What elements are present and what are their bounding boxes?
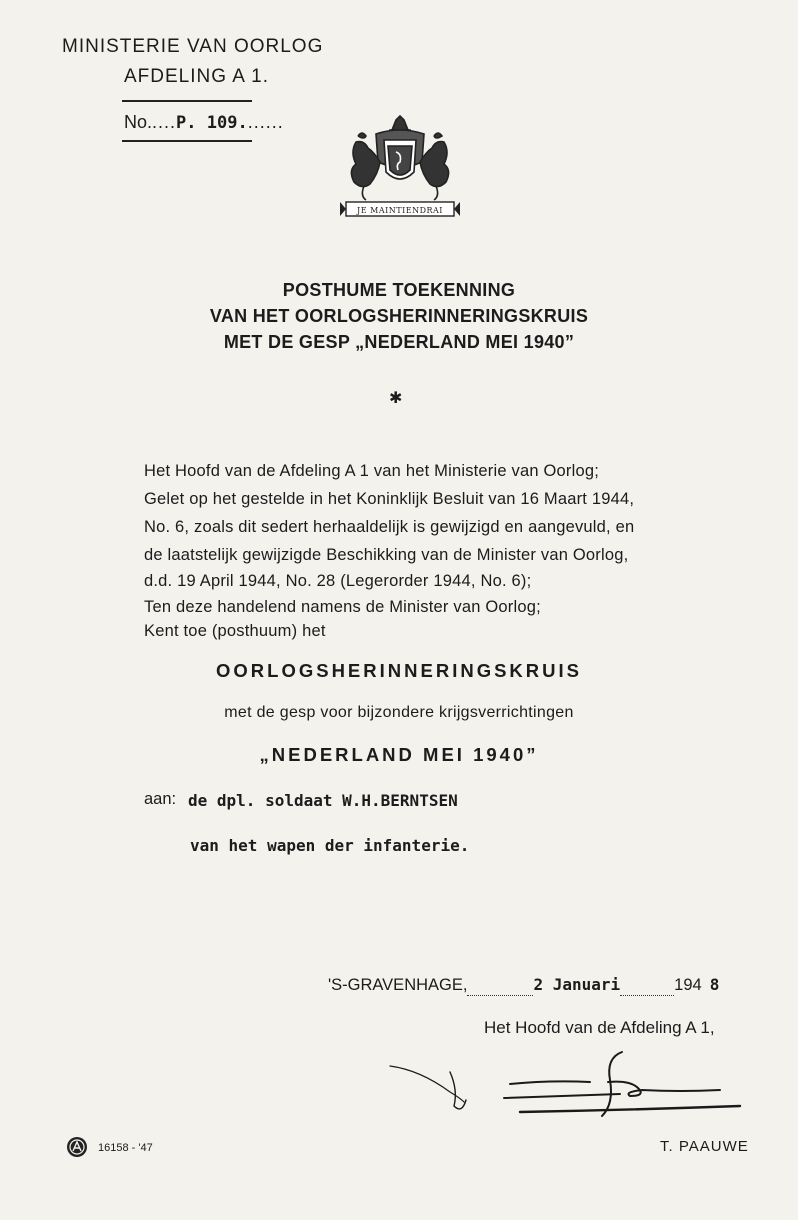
award-clasp-text: met de gesp voor bijzondere krijgsverrichtingen	[224, 704, 574, 721]
date-day-month: 2 Januari	[533, 975, 621, 994]
department-name: AFDELING A 1.	[124, 66, 269, 87]
header-rule-bottom	[122, 140, 252, 142]
handwritten-signature	[380, 1040, 750, 1130]
year-suffix: 8	[709, 975, 720, 994]
document-number: No.....P. 109.......	[124, 112, 284, 133]
award-name: OORLOGSHERINNERINGSKRUIS	[216, 660, 582, 681]
recipient-unit: van het wapen der infanterie.	[190, 836, 470, 855]
header-rule-top	[122, 100, 252, 102]
signer-name: T. PAAUWE	[660, 1138, 749, 1155]
place-name: 'S-GRAVENHAGE,	[328, 976, 468, 994]
body-line: Het Hoofd van de Afdeling A 1 van het Ministerie van Oorlog;	[144, 462, 600, 480]
title-line-2: VAN HET OORLOGSHERINNERINGSKRUIS	[209, 306, 589, 326]
body-line: Kent toe (posthuum) het	[144, 622, 326, 640]
body-line: d.d. 19 April 1944, No. 28 (Legerorder 1944, No. 6);	[144, 572, 532, 590]
number-prefix: No.	[124, 112, 153, 132]
place-date-line	[328, 975, 719, 996]
year-prefix: 194	[674, 976, 702, 994]
body-line: de laatstelijk gewijzigde Beschikking van de Minister van Oorlog,	[144, 546, 629, 564]
title-line-1: POSTHUME TOEKENNING	[282, 280, 516, 300]
title-line-3: MET DE GESP „NEDERLAND MEI 1940”	[223, 332, 575, 352]
print-code: 16158 - '47	[98, 1142, 153, 1154]
separator-star: ✱	[389, 390, 403, 407]
award-clasp-name: „NEDERLAND MEI 1940”	[259, 744, 539, 765]
number-value: P. 109.	[176, 113, 248, 133]
body-line: No. 6, zoals dit sedert herhaaldelijk is gewijzigd en aangevuld, en	[144, 518, 635, 536]
coat-of-arms-icon	[336, 112, 464, 220]
recipient-name: de dpl. soldaat W.H.BERNTSEN	[188, 791, 458, 810]
crest-motto: JE MAINTIENDRAI	[357, 206, 443, 215]
body-line: Ten deze handelend namens de Minister van Oorlog;	[144, 598, 541, 616]
signer-title: Het Hoofd van de Afdeling A 1,	[484, 1018, 715, 1037]
printer-logo-icon	[66, 1136, 88, 1158]
recipient-prefix: aan:	[144, 790, 177, 808]
ministry-name: MINISTERIE VAN OORLOG	[62, 36, 324, 57]
body-line: Gelet op het gestelde in het Koninklijk Besluit van 16 Maart 1944,	[144, 490, 635, 508]
